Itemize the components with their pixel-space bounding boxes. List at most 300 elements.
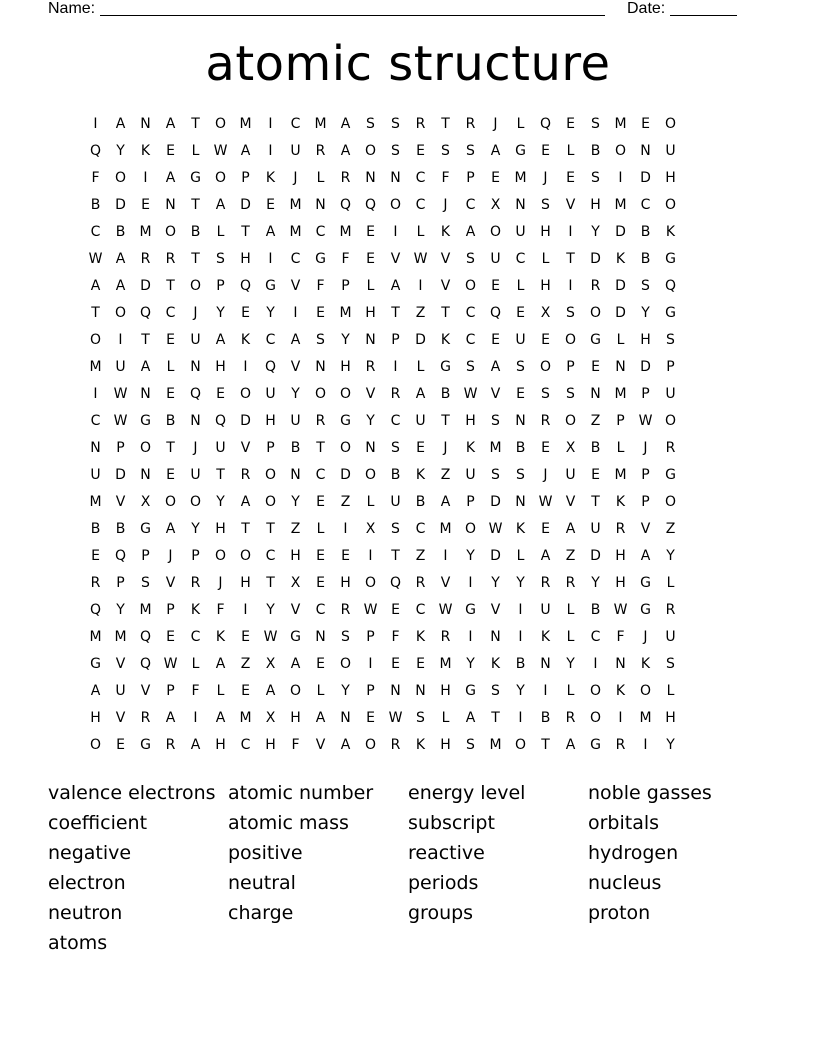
- word-item: charge: [228, 902, 294, 924]
- grid-letter: A: [115, 251, 126, 267]
- grid-letter: X: [265, 710, 276, 726]
- grid-letter: C: [415, 170, 426, 186]
- grid-letter: O: [314, 386, 327, 402]
- grid-letter: A: [340, 143, 351, 159]
- grid-letter: D: [590, 251, 601, 267]
- grid-letter: Z: [565, 548, 576, 564]
- grid-letter: I: [393, 359, 398, 375]
- grid-letter: N: [540, 656, 551, 672]
- grid-letter: M: [614, 386, 627, 402]
- grid-letter: R: [465, 116, 476, 132]
- word-item: proton: [588, 902, 651, 924]
- grid-letter: U: [115, 359, 126, 375]
- grid-letter: P: [391, 332, 400, 348]
- grid-letter: Y: [491, 575, 500, 591]
- grid-letter: K: [265, 170, 276, 186]
- word-item: subscript: [408, 812, 495, 834]
- grid-letter: J: [193, 440, 198, 456]
- grid-letter: G: [665, 251, 676, 267]
- grid-row: [83, 327, 733, 354]
- date-blank-line[interactable]: [670, 0, 737, 16]
- grid-letter: E: [541, 332, 550, 348]
- grid-row: [83, 273, 733, 300]
- grid-letter: M: [489, 440, 502, 456]
- grid-letter: S: [641, 278, 650, 294]
- grid-letter: H: [215, 737, 226, 753]
- grid-letter: O: [114, 170, 127, 186]
- grid-letter: Y: [591, 575, 600, 591]
- grid-letter: Y: [216, 494, 225, 510]
- grid-letter: U: [665, 143, 676, 159]
- grid-letter: S: [666, 656, 675, 672]
- grid-letter: P: [116, 440, 125, 456]
- grid-letter: S: [591, 170, 600, 186]
- grid-letter: Y: [291, 386, 300, 402]
- grid-letter: J: [443, 440, 448, 456]
- grid-letter: L: [566, 602, 575, 618]
- grid-letter: H: [465, 413, 476, 429]
- grid-letter: F: [441, 170, 450, 186]
- grid-letter: X: [290, 575, 301, 591]
- grid-letter: R: [615, 737, 626, 753]
- grid-letter: E: [166, 386, 175, 402]
- grid-letter: L: [516, 116, 525, 132]
- grid-letter: V: [290, 278, 301, 294]
- grid-letter: P: [641, 467, 650, 483]
- grid-letter: O: [539, 359, 552, 375]
- grid-letter: I: [268, 251, 273, 267]
- grid-letter: M: [339, 305, 352, 321]
- grid-letter: D: [640, 359, 651, 375]
- grid-letter: A: [640, 548, 651, 564]
- grid-letter: K: [140, 143, 151, 159]
- grid-letter: N: [615, 656, 626, 672]
- grid-letter: N: [515, 197, 526, 213]
- word-item: noble gasses: [588, 782, 712, 804]
- grid-letter: O: [239, 386, 252, 402]
- grid-letter: T: [216, 467, 225, 483]
- grid-letter: P: [366, 683, 375, 699]
- grid-letter: N: [490, 629, 501, 645]
- grid-letter: T: [166, 278, 175, 294]
- grid-letter: A: [465, 224, 476, 240]
- grid-row: [83, 597, 733, 624]
- grid-letter: V: [440, 278, 451, 294]
- grid-letter: T: [191, 251, 200, 267]
- grid-letter: C: [465, 332, 476, 348]
- grid-letter: V: [440, 575, 451, 591]
- grid-letter: I: [518, 629, 523, 645]
- grid-letter: L: [191, 143, 200, 159]
- grid-letter: K: [640, 656, 651, 672]
- grid-letter: R: [415, 575, 426, 591]
- grid-letter: M: [289, 197, 302, 213]
- grid-letter: R: [165, 251, 176, 267]
- grid-letter: R: [240, 467, 251, 483]
- grid-letter: C: [465, 197, 476, 213]
- grid-letter: S: [516, 467, 525, 483]
- grid-letter: P: [266, 440, 275, 456]
- grid-letter: C: [390, 413, 401, 429]
- grid-letter: N: [315, 359, 326, 375]
- grid-letter: N: [140, 467, 151, 483]
- grid-letter: O: [564, 413, 577, 429]
- grid-letter: S: [491, 413, 500, 429]
- grid-letter: X: [565, 440, 576, 456]
- grid-letter: K: [515, 521, 526, 537]
- grid-letter: L: [666, 575, 675, 591]
- grid-letter: Q: [389, 575, 402, 591]
- grid-letter: I: [193, 710, 198, 726]
- grid-letter: O: [239, 548, 252, 564]
- grid-letter: U: [490, 251, 501, 267]
- grid-letter: M: [114, 629, 127, 645]
- grid-letter: H: [665, 170, 676, 186]
- grid-letter: M: [139, 224, 152, 240]
- grid-letter: J: [543, 170, 548, 186]
- grid-letter: I: [468, 575, 473, 591]
- grid-letter: E: [166, 629, 175, 645]
- grid-letter: I: [343, 521, 348, 537]
- grid-letter: T: [241, 521, 250, 537]
- grid-letter: I: [643, 737, 648, 753]
- grid-letter: T: [316, 440, 325, 456]
- grid-letter: U: [665, 386, 676, 402]
- grid-letter: A: [115, 278, 126, 294]
- grid-letter: B: [515, 440, 526, 456]
- grid-letter: U: [540, 602, 551, 618]
- grid-letter: U: [465, 467, 476, 483]
- grid-letter: H: [290, 548, 301, 564]
- grid-letter: L: [166, 359, 175, 375]
- grid-letter: E: [116, 737, 125, 753]
- grid-letter: S: [666, 332, 675, 348]
- grid-letter: S: [566, 386, 575, 402]
- grid-letter: Q: [189, 386, 202, 402]
- grid-letter: M: [489, 737, 502, 753]
- grid-letter: M: [614, 467, 627, 483]
- grid-letter: L: [216, 683, 225, 699]
- grid-letter: X: [265, 656, 276, 672]
- grid-letter: N: [415, 683, 426, 699]
- grid-letter: N: [615, 359, 626, 375]
- grid-letter: E: [491, 278, 500, 294]
- grid-letter: R: [340, 170, 351, 186]
- grid-letter: N: [590, 386, 601, 402]
- grid-letter: Y: [466, 656, 475, 672]
- grid-letter: S: [391, 521, 400, 537]
- grid-letter: A: [340, 737, 351, 753]
- grid-row: [83, 219, 733, 246]
- grid-letter: C: [165, 305, 176, 321]
- word-item: periods: [408, 872, 479, 894]
- grid-letter: W: [363, 602, 378, 618]
- grid-letter: L: [316, 170, 325, 186]
- grid-letter: E: [591, 359, 600, 375]
- grid-letter: H: [240, 251, 251, 267]
- grid-letter: R: [340, 602, 351, 618]
- grid-letter: E: [541, 143, 550, 159]
- grid-letter: D: [415, 332, 426, 348]
- grid-letter: E: [316, 548, 325, 564]
- grid-row: [83, 192, 733, 219]
- grid-letter: V: [165, 575, 176, 591]
- grid-letter: U: [115, 683, 126, 699]
- grid-letter: O: [89, 332, 102, 348]
- grid-letter: V: [565, 197, 576, 213]
- grid-letter: I: [268, 116, 273, 132]
- grid-letter: U: [290, 143, 301, 159]
- grid-letter: R: [190, 575, 201, 591]
- grid-letter: K: [190, 602, 201, 618]
- grid-letter: C: [640, 197, 651, 213]
- grid-letter: L: [566, 683, 575, 699]
- grid-letter: E: [141, 197, 150, 213]
- grid-letter: B: [290, 440, 301, 456]
- grid-letter: C: [90, 413, 101, 429]
- grid-letter: K: [615, 251, 626, 267]
- grid-letter: E: [241, 683, 250, 699]
- grid-letter: D: [615, 278, 626, 294]
- grid-letter: S: [466, 143, 475, 159]
- grid-letter: D: [615, 305, 626, 321]
- date-label: Date:: [627, 0, 666, 17]
- grid-letter: E: [166, 143, 175, 159]
- grid-letter: E: [166, 467, 175, 483]
- grid-letter: T: [191, 197, 200, 213]
- grid-letter: O: [389, 197, 402, 213]
- grid-letter: K: [215, 629, 226, 645]
- name-blank-line[interactable]: [100, 0, 605, 16]
- grid-letter: E: [241, 305, 250, 321]
- grid-letter: W: [463, 386, 478, 402]
- grid-letter: L: [566, 143, 575, 159]
- grid-letter: I: [593, 656, 598, 672]
- grid-letter: B: [390, 467, 401, 483]
- grid-letter: C: [590, 629, 601, 645]
- grid-letter: E: [366, 710, 375, 726]
- grid-letter: O: [489, 224, 502, 240]
- grid-letter: E: [416, 143, 425, 159]
- grid-letter: J: [643, 629, 648, 645]
- grid-letter: O: [264, 494, 277, 510]
- grid-letter: L: [316, 683, 325, 699]
- grid-letter: R: [665, 602, 676, 618]
- grid-letter: K: [540, 629, 551, 645]
- grid-letter: A: [565, 521, 576, 537]
- grid-letter: E: [316, 305, 325, 321]
- grid-letter: H: [640, 332, 651, 348]
- grid-letter: O: [639, 683, 652, 699]
- grid-letter: O: [664, 197, 677, 213]
- grid-letter: I: [93, 116, 98, 132]
- grid-letter: J: [493, 116, 498, 132]
- grid-letter: V: [315, 737, 326, 753]
- grid-letter: J: [193, 305, 198, 321]
- grid-letter: L: [191, 656, 200, 672]
- grid-letter: N: [515, 413, 526, 429]
- grid-letter: S: [541, 386, 550, 402]
- grid-letter: G: [190, 170, 201, 186]
- grid-letter: B: [590, 440, 601, 456]
- grid-letter: W: [538, 494, 553, 510]
- grid-letter: H: [540, 278, 551, 294]
- grid-letter: P: [641, 494, 650, 510]
- grid-letter: H: [440, 683, 451, 699]
- grid-letter: K: [415, 467, 426, 483]
- grid-row: [83, 489, 733, 516]
- grid-letter: V: [115, 710, 126, 726]
- grid-letter: E: [216, 386, 225, 402]
- grid-letter: P: [166, 602, 175, 618]
- grid-letter: T: [191, 116, 200, 132]
- grid-letter: R: [365, 359, 376, 375]
- grid-letter: B: [640, 224, 651, 240]
- grid-letter: J: [218, 575, 223, 591]
- grid-letter: R: [140, 251, 151, 267]
- grid-letter: R: [315, 143, 326, 159]
- grid-letter: A: [215, 656, 226, 672]
- grid-letter: W: [413, 251, 428, 267]
- grid-letter: G: [340, 413, 351, 429]
- grid-letter: D: [590, 548, 601, 564]
- grid-letter: S: [316, 332, 325, 348]
- grid-letter: G: [140, 521, 151, 537]
- grid-letter: A: [115, 116, 126, 132]
- grid-letter: A: [165, 116, 176, 132]
- grid-letter: O: [589, 305, 602, 321]
- grid-letter: Q: [264, 359, 277, 375]
- grid-letter: H: [340, 575, 351, 591]
- grid-letter: O: [339, 440, 352, 456]
- grid-letter: W: [638, 413, 653, 429]
- word-item: valence electrons: [48, 782, 216, 804]
- grid-letter: K: [415, 737, 426, 753]
- grid-letter: I: [543, 683, 548, 699]
- grid-row: [83, 381, 733, 408]
- grid-row: [83, 435, 733, 462]
- grid-letter: T: [241, 224, 250, 240]
- grid-letter: P: [641, 386, 650, 402]
- grid-letter: S: [141, 575, 150, 591]
- grid-letter: U: [515, 224, 526, 240]
- grid-letter: V: [440, 251, 451, 267]
- grid-letter: B: [415, 494, 426, 510]
- grid-row: [83, 165, 733, 192]
- grid-letter: Y: [566, 656, 575, 672]
- grid-letter: B: [165, 413, 176, 429]
- word-item: reactive: [408, 842, 485, 864]
- grid-row: [83, 705, 733, 732]
- grid-letter: T: [591, 494, 600, 510]
- grid-letter: D: [490, 548, 501, 564]
- grid-letter: U: [565, 467, 576, 483]
- grid-letter: E: [416, 440, 425, 456]
- grid-letter: A: [490, 143, 501, 159]
- grid-letter: O: [164, 224, 177, 240]
- grid-letter: U: [90, 467, 101, 483]
- grid-letter: O: [189, 278, 202, 294]
- grid-letter: G: [90, 656, 101, 672]
- date-field: [627, 0, 737, 18]
- grid-letter: E: [516, 386, 525, 402]
- grid-letter: H: [215, 521, 226, 537]
- grid-letter: E: [416, 656, 425, 672]
- grid-letter: A: [265, 683, 276, 699]
- grid-letter: B: [115, 224, 126, 240]
- grid-letter: Q: [89, 143, 102, 159]
- grid-letter: G: [140, 737, 151, 753]
- grid-letter: H: [215, 359, 226, 375]
- grid-letter: W: [88, 251, 103, 267]
- grid-letter: L: [516, 548, 525, 564]
- grid-letter: I: [518, 602, 523, 618]
- grid-letter: O: [614, 143, 627, 159]
- grid-letter: T: [441, 116, 450, 132]
- grid-letter: E: [341, 548, 350, 564]
- grid-letter: S: [341, 629, 350, 645]
- grid-letter: S: [591, 116, 600, 132]
- grid-letter: Q: [214, 413, 227, 429]
- grid-letter: H: [615, 575, 626, 591]
- grid-letter: W: [438, 602, 453, 618]
- grid-letter: M: [514, 170, 527, 186]
- grid-letter: G: [665, 305, 676, 321]
- grid-letter: G: [315, 251, 326, 267]
- grid-letter: M: [439, 656, 452, 672]
- grid-letter: L: [366, 278, 375, 294]
- grid-letter: U: [190, 467, 201, 483]
- grid-letter: U: [515, 332, 526, 348]
- grid-letter: C: [415, 521, 426, 537]
- grid-letter: Z: [590, 413, 601, 429]
- grid-letter: C: [290, 116, 301, 132]
- grid-letter: V: [290, 359, 301, 375]
- grid-row: [83, 678, 733, 705]
- grid-letter: L: [416, 359, 425, 375]
- grid-letter: Y: [466, 548, 475, 564]
- grid-letter: Y: [666, 548, 675, 564]
- grid-letter: F: [216, 602, 225, 618]
- grid-letter: U: [590, 521, 601, 537]
- grid-letter: O: [214, 548, 227, 564]
- grid-letter: Q: [239, 278, 252, 294]
- grid-letter: O: [139, 440, 152, 456]
- grid-letter: S: [391, 440, 400, 456]
- grid-letter: A: [290, 332, 301, 348]
- grid-letter: D: [640, 170, 651, 186]
- grid-letter: L: [666, 683, 675, 699]
- grid-letter: D: [140, 278, 151, 294]
- grid-letter: M: [314, 116, 327, 132]
- grid-letter: H: [440, 737, 451, 753]
- grid-letter: C: [415, 602, 426, 618]
- grid-letter: Z: [440, 467, 451, 483]
- grid-letter: S: [416, 710, 425, 726]
- name-label: Name:: [48, 0, 96, 17]
- grid-letter: L: [516, 278, 525, 294]
- grid-letter: M: [89, 359, 102, 375]
- grid-letter: W: [163, 656, 178, 672]
- word-item: hydrogen: [588, 842, 679, 864]
- grid-letter: E: [566, 116, 575, 132]
- grid-letter: L: [541, 251, 550, 267]
- grid-row: [83, 624, 733, 651]
- grid-letter: V: [490, 602, 501, 618]
- grid-letter: J: [543, 467, 548, 483]
- grid-row: [83, 246, 733, 273]
- grid-letter: T: [541, 737, 550, 753]
